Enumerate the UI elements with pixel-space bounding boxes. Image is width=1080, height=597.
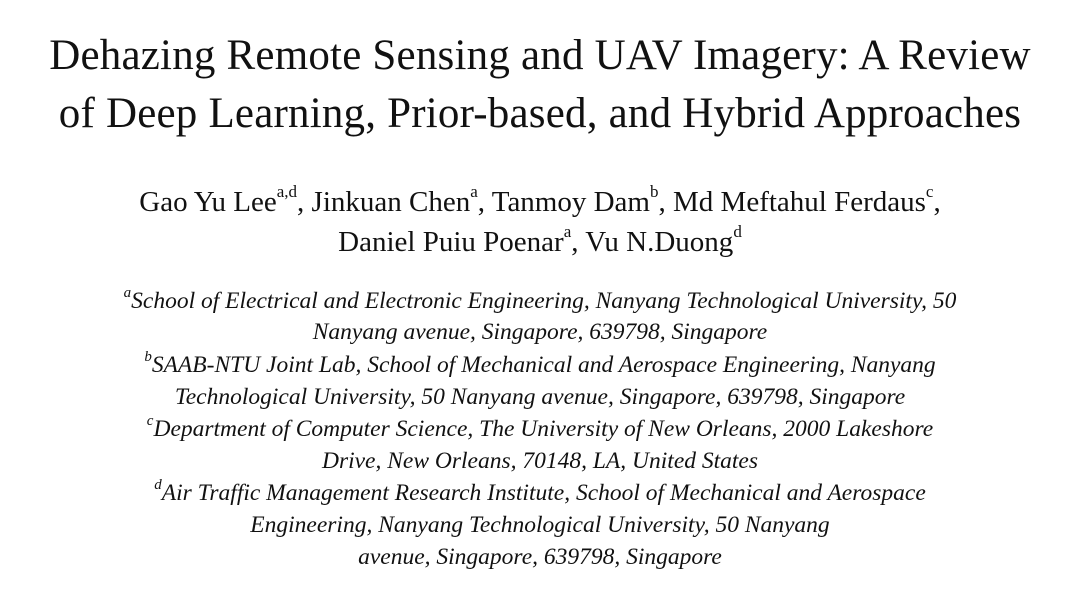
affiliation-d-line-2: Engineering, Nanyang Technological University, 50 Nanyang	[250, 512, 830, 538]
author-affiliation-marker: b	[650, 182, 659, 202]
author-separator: ,	[297, 186, 312, 218]
author-separator: ,	[658, 186, 673, 218]
author-name: Vu N.Duong	[585, 226, 734, 258]
affiliation-text: Air Traffic Management Research Institute, School of Mechanical and Aerospace	[161, 480, 926, 506]
affiliation-d-line-3: avenue, Singapore, 639798, Singapore	[358, 544, 722, 570]
author-separator: ,	[571, 226, 586, 258]
author-name: Jinkuan Chen	[311, 186, 471, 218]
affiliation-marker: a	[123, 285, 132, 302]
affiliation-marker: b	[144, 349, 152, 366]
author-name: Tanmoy Dam	[491, 186, 650, 218]
affiliation-text: School of Electrical and Electronic Engineering, Nanyang Technological University, 50	[131, 288, 957, 314]
affiliation-a-line-2: Nanyang avenue, Singapore, 639798, Singapore	[312, 319, 768, 345]
affiliation-a-line-1	[0, 286, 1080, 316]
affiliation-c-line-1	[0, 414, 1080, 444]
author-affiliation-marker: c	[925, 182, 934, 202]
affiliation-b-line-1	[0, 350, 1080, 380]
affiliation-text: SAAB-NTU Joint Lab, School of Mechanical and Aerospace Engineering, Nanyang	[151, 352, 936, 378]
affiliation-d-line-1	[0, 478, 1080, 508]
author-separator: ,	[477, 186, 492, 218]
affiliation-b-line-2: Technological University, 50 Nanyang avenue, Singapore, 639798, Singapore	[174, 384, 906, 410]
affiliation-marker: d	[154, 477, 162, 494]
author-separator: ,	[933, 186, 941, 218]
affiliation-text: Department of Computer Science, The University of New Orleans, 2000 Lakeshore	[153, 416, 934, 442]
paper-title-line-1: Dehazing Remote Sensing and UAV Imagery: A Review	[49, 32, 1031, 79]
author-list-line-1	[0, 184, 1080, 220]
author-affiliation-marker: d	[733, 222, 742, 242]
affiliation-c-line-2: Drive, New Orleans, 70148, LA, United States	[321, 448, 759, 474]
author-affiliation-marker: a,d	[276, 182, 298, 202]
paper-title-line-2: of Deep Learning, Prior-based, and Hybrid Approaches	[58, 90, 1022, 137]
author-list-line-2	[0, 224, 1080, 260]
author-name: Md Meftahul Ferdaus	[673, 186, 926, 218]
author-affiliation-marker: a	[470, 182, 478, 202]
author-affiliation-marker: a	[563, 222, 572, 242]
affiliation-marker: c	[146, 413, 154, 430]
author-name: Daniel Puiu Poenar	[338, 226, 564, 258]
author-name: Gao Yu Lee	[139, 186, 277, 218]
